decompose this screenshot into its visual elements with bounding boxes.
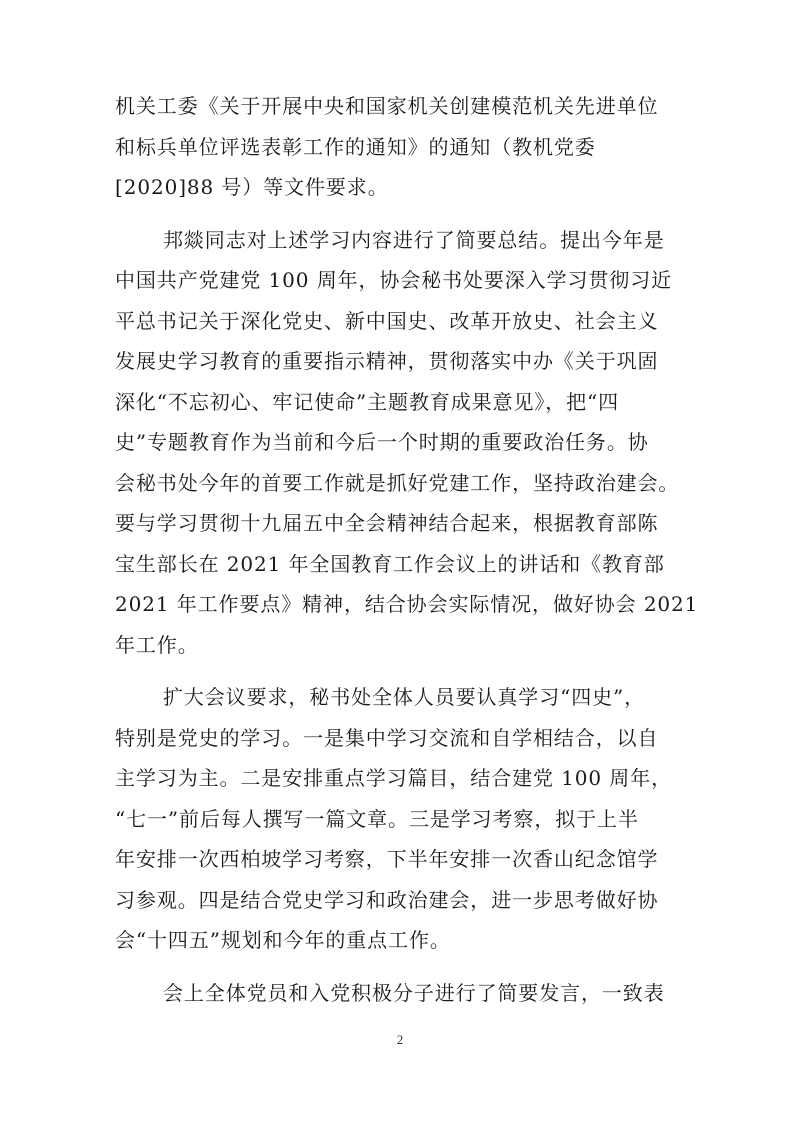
text-line: 要与学习贯彻十九届五中全会精神结合起来，根据教育部陈 [115,511,659,535]
paragraph [115,973,687,1014]
paragraph [115,86,687,208]
text-line: 深化“不忘初心、牢记使命”主题教育成果意见》，把“四 [115,389,620,414]
text-line: 平总书记关于深化党史、新中国史、改革开放史、社会主义 [115,308,659,333]
text-line: 史”专题教育作为当前和今后一个时期的重要政治任务。协 [115,430,649,454]
text-line: 主学习为主。二是安排重点学习篇目，结合建党 100 周年， [115,766,672,790]
text-line: 机关工委《关于开展中央和国家机关创建模范机关先进单位 [115,94,659,118]
text-line: 和标兵单位评选表彰工作的通知》的通知（教机党委 [115,134,596,159]
text-line: 特别是党史的学习。一是集中学习交流和自学相结合，以自 [115,725,659,750]
text-line: 会秘书处今年的首要工作就是抓好党建工作，坚持政治建会。 [115,470,680,495]
text-line: 年安排一次西柏坡学习考察，下半年安排一次香山纪念馆学 [115,847,659,871]
text-line: 发展史学习教育的重要指示精神，贯彻落实中办《关于巩固 [115,349,659,373]
text-line: 会“十四五”规划和今年的重点工作。 [115,928,451,952]
text-line: 宝生部长在 2021 年全国教育工作会议上的讲话和《教育部 [115,551,665,576]
text-line: 中国共产党建党 100 周年，协会秘书处要深入学习贯彻习近 [115,268,672,292]
text-line: 会上全体党员和入党积极分子进行了简要发言，一致表 [163,980,665,1005]
paragraph [115,677,687,961]
text-line: 2021 年工作要点》精神，结合协会实际情况，做好协会 2021 [115,592,699,616]
text-line: 邦燚同志对上述学习内容进行了简要总结。提出今年是 [163,227,665,252]
page-number: 2 [396,1032,404,1047]
document-body [115,86,699,1013]
text-line: [2020]88 号）等文件要求。 [115,175,389,199]
text-line: 习参观。四是结合党史学习和政治建会，进一步思考做好协 [115,887,659,912]
text-line: “七一”前后每人撰写一篇文章。三是学习考察，拟于上半 [115,806,639,831]
text-line: 扩大会议要求，秘书处全体人员要认真学习“四史”， [163,685,646,709]
text-line: 年工作。 [115,632,199,657]
paragraph [115,220,699,666]
